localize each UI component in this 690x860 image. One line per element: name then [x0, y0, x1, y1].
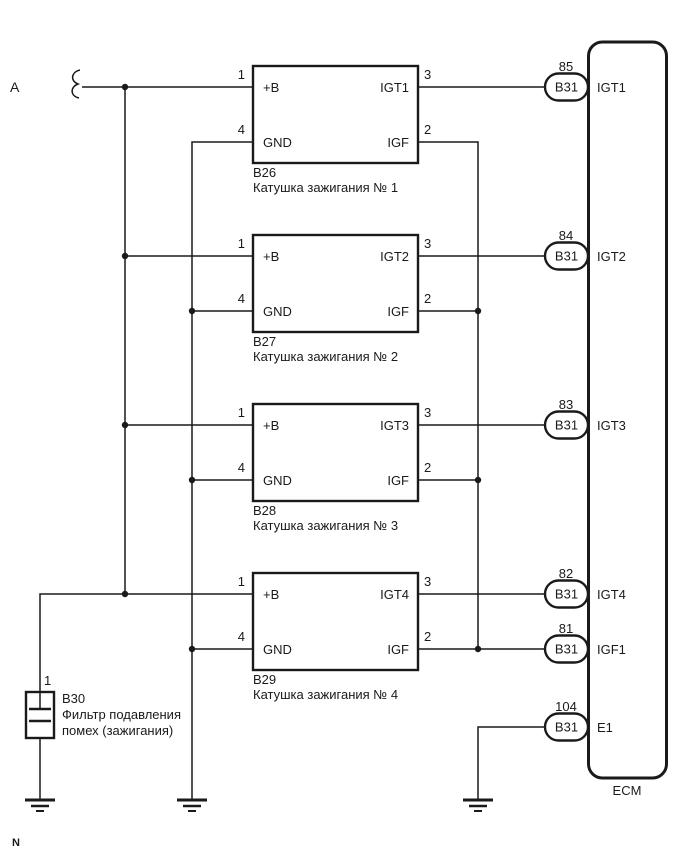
pin-number: 2 [424, 122, 432, 137]
footer-note: N [12, 837, 20, 849]
junction-dot [189, 308, 195, 314]
junction-dot [122, 253, 128, 259]
connector-pin-83 [545, 397, 588, 439]
wire-segment [478, 727, 545, 800]
coil-id: B28 [253, 503, 277, 518]
ecm-signal-label: IGT3 [597, 418, 626, 433]
coil-id: B29 [253, 672, 277, 687]
noise-filter-block [26, 673, 181, 738]
pin-number: 1 [237, 236, 245, 251]
connector-code: B31 [554, 79, 579, 95]
junction-dot [475, 308, 481, 314]
terminal-number: 104 [555, 699, 577, 714]
pin-label: +B [263, 587, 280, 602]
coil-name: Катушка зажигания № 1 [253, 180, 399, 195]
coil-name: Катушка зажигания № 2 [253, 349, 399, 364]
pin-label: IGT1 [380, 80, 409, 95]
connector-pin-84 [545, 228, 588, 270]
pin-number: 1 [237, 574, 245, 589]
pin-label: IGF [387, 135, 409, 150]
junction-dot [475, 646, 481, 652]
pin-label: GND [263, 135, 292, 150]
coil-name: Катушка зажигания № 4 [253, 687, 399, 702]
terminal-number: 83 [558, 397, 574, 412]
ground-icon [177, 800, 207, 811]
pin-label: IGT3 [380, 418, 409, 433]
filter-name-line2: помех (зажигания) [62, 723, 174, 738]
ecm-connectors [545, 59, 588, 741]
pin-label: IGT4 [380, 587, 409, 602]
junction-dots [122, 84, 481, 652]
terminal-number: 85 [558, 59, 574, 74]
pin-label: GND [263, 642, 292, 657]
pin-label: GND [263, 304, 292, 319]
filter-pin-number: 1 [44, 673, 52, 688]
junction-dot [189, 477, 195, 483]
pin-number: 3 [424, 236, 432, 251]
connector-code: B31 [554, 641, 579, 657]
power-source-a [10, 70, 80, 98]
connector-code: B31 [554, 586, 579, 602]
connector-pin-82 [545, 566, 588, 608]
pin-label: IGF [387, 642, 409, 657]
ecm-label: ECM [612, 783, 642, 798]
connector-pin-85 [545, 59, 588, 101]
junction-dot [122, 422, 128, 428]
ecm-block [589, 42, 667, 798]
pin-label: IGF [387, 304, 409, 319]
terminal-number: 81 [558, 621, 574, 636]
pin-label: +B [263, 80, 280, 95]
coil-name: Катушка зажигания № 3 [253, 518, 399, 533]
ecm-box [589, 42, 667, 778]
terminal-number: 84 [558, 228, 574, 243]
coil-id: B27 [253, 334, 277, 349]
pin-number: 4 [237, 291, 245, 306]
ecm-signal-label: IGT4 [597, 587, 626, 602]
ignition-coil-block-2 [238, 235, 431, 364]
ecm-signal-label: E1 [597, 720, 613, 735]
connector-pin-104 [545, 699, 588, 741]
pin-number: 2 [424, 460, 432, 475]
connector-code: B31 [554, 719, 579, 735]
ecm-signal-label: IGT2 [597, 249, 626, 264]
wire-break-icon [72, 70, 80, 98]
junction-dot [122, 591, 128, 597]
wire-segment [418, 142, 478, 649]
terminal-number: 82 [558, 566, 574, 581]
connector-code: B31 [554, 417, 579, 433]
connector-code: B31 [554, 248, 579, 264]
ignition-coil-block-1 [238, 66, 431, 195]
pin-label: +B [263, 249, 280, 264]
ecm-signal-label: IGT1 [597, 80, 626, 95]
pin-number: 2 [424, 291, 432, 306]
ignition-coil-block-3 [238, 404, 431, 533]
junction-dot [475, 477, 481, 483]
pin-number: 4 [237, 122, 245, 137]
pin-number: 3 [424, 574, 432, 589]
ground-icon [25, 800, 55, 811]
pin-number: 3 [424, 405, 432, 420]
pin-label: +B [263, 418, 280, 433]
ignition-coil-block-4 [238, 573, 431, 702]
ground-icon [463, 800, 493, 811]
filter-id: B30 [62, 691, 86, 706]
pin-label: IGF [387, 473, 409, 488]
ecm-signal-label: IGF1 [597, 642, 626, 657]
pin-number: 4 [237, 629, 245, 644]
source-label: A [10, 79, 20, 95]
coil-id: B26 [253, 165, 277, 180]
junction-dot [122, 84, 128, 90]
pin-number: 1 [237, 67, 245, 82]
pin-label: IGT2 [380, 249, 409, 264]
pin-number: 2 [424, 629, 432, 644]
filter-name-line1: Фильтр подавления [62, 707, 181, 722]
pin-number: 3 [424, 67, 432, 82]
pin-number: 1 [237, 405, 245, 420]
junction-dot [189, 646, 195, 652]
pin-label: GND [263, 473, 292, 488]
pin-number: 4 [237, 460, 245, 475]
connector-pin-81 [545, 621, 588, 663]
